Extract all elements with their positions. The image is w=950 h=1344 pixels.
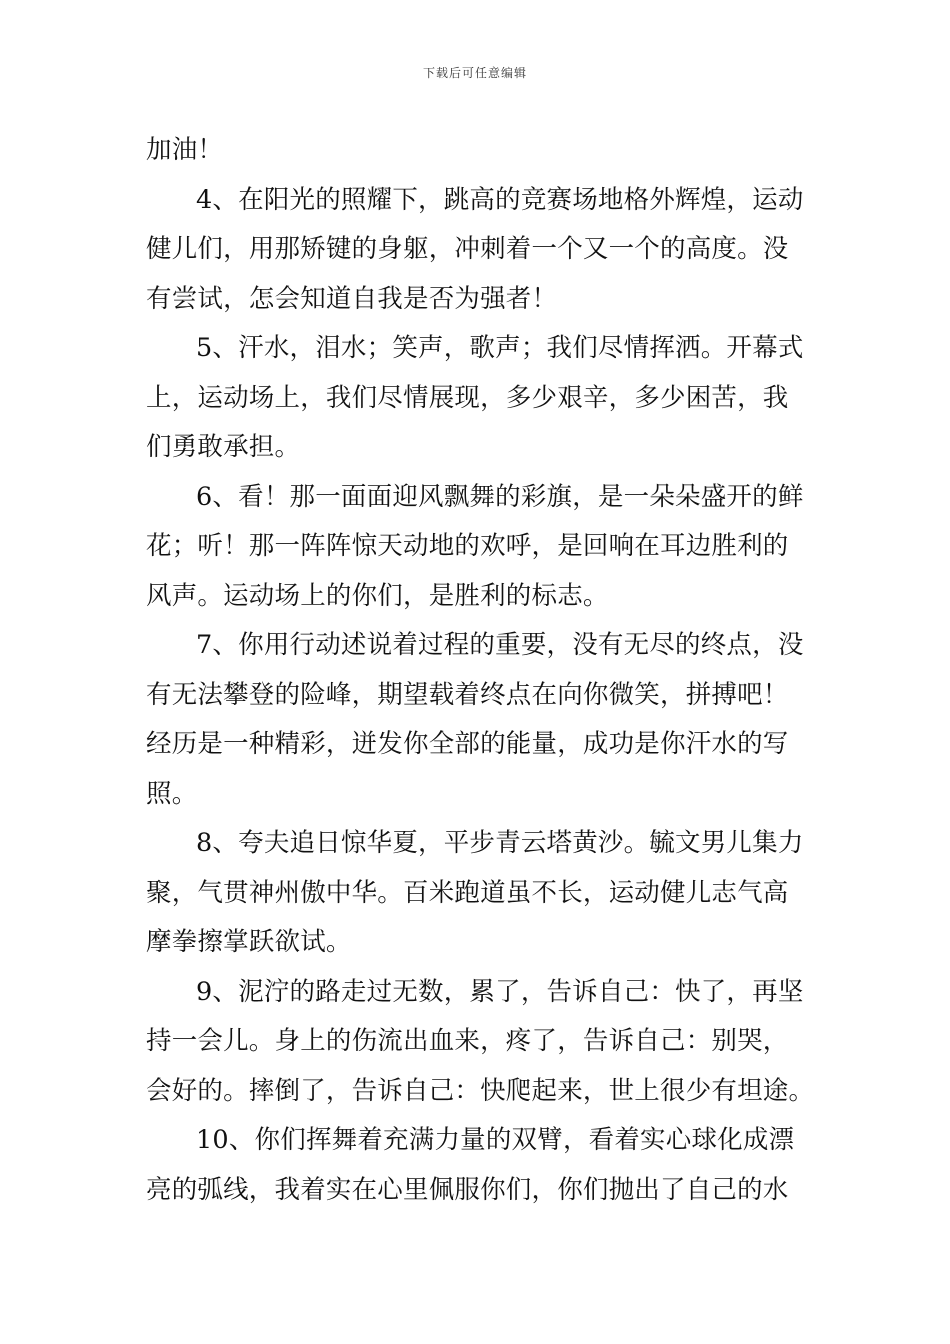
paragraph-start-line: 6、看！那一面面迎风飘舞的彩旗，是一朵朵盛开的鲜 (196, 481, 804, 512)
text-line: 有无法攀登的险峰，期望载着终点在向你微笑，拼搏吧！ (146, 679, 789, 710)
paragraph-start-line: 9、泥泞的路走过无数，累了，告诉自己：快了，再坚 (196, 976, 804, 1007)
paragraph-start-line: 5、汗水，泪水；笑声，歌声；我们尽情挥洒。开幕式 (196, 333, 804, 363)
text-line: 会好的。摔倒了，告诉自己：快爬起来，世上很少有坦途。 (146, 1075, 815, 1106)
text-line: 风声。运动场上的你们，是胜利的标志。 (146, 580, 609, 611)
text-line: 聚，气贯神州傲中华。百米跑道虽不长，运动健儿志气高 (146, 877, 789, 908)
text-line: 摩拳擦掌跃欲试。 (146, 927, 352, 957)
text-line: 有尝试，怎会知道自我是否为强者！ (146, 283, 558, 314)
paragraph-start-line: 7、你用行动述说着过程的重要，没有无尽的终点，没 (196, 630, 804, 660)
document-body (146, 126, 815, 1215)
paragraph-start-line: 4、在阳光的照耀下，跳高的竞赛场地格外辉煌，运动 (196, 184, 804, 215)
text-line: 经历是一种精彩，迸发你全部的能量，成功是你汗水的写 (146, 729, 789, 759)
text-line: 亮的弧线，我着实在心里佩服你们，你们抛出了自己的水 (146, 1174, 789, 1205)
paragraph-start-line: 8、夸夫追日惊华夏，平步青云塔黄沙。毓文男儿集力 (196, 828, 804, 858)
paragraph-start-line: 10、你们挥舞着充满力量的双臂，看着实心球化成漂 (196, 1125, 795, 1155)
text-line: 加油！ (146, 135, 224, 165)
text-line: 持一会儿。身上的伤流出血来，疼了，告诉自己：别哭， (146, 1026, 789, 1056)
text-line: 上，运动场上，我们尽情展现，多少艰辛，多少困苦，我 (146, 382, 789, 413)
text-line: 健儿们，用那矫键的身躯，冲刺着一个又一个的高度。没 (146, 234, 789, 264)
text-line: 花；听！那一阵阵惊天动地的欢呼，是回响在耳边胜利的 (146, 531, 789, 561)
text-line: 照。 (146, 778, 198, 809)
text-line: 们勇敢承担。 (146, 432, 301, 462)
page-header-note: 下载后可任意编辑 (422, 66, 527, 80)
